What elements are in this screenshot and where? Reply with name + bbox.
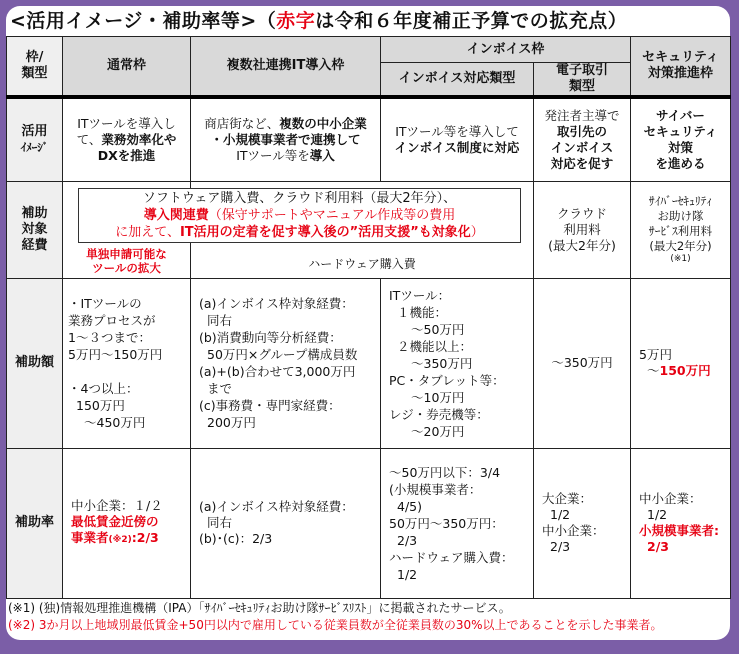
amount-ecommerce: ～350万円 [534,278,631,448]
amount-invoice: ITツール： １機能： ～50万円 ２機能以上： ～350万円 PC・タブレット等： ～10万円 レジ・券売機等： ～20万円 [381,278,534,448]
row-amount [7,278,731,448]
footnote-2: (※2) 3か月以上地域別最低賃金+50円以内で雇用している従業員数が全従業員数の30%以上であることを示した事業者。 [8,618,663,632]
common-expenses-box: ソフトウェア購入費、クラウド利用料（最大2年分）、 導入関連費（保守サポートやマニュアル作成等の費用 に加えて、IT活用の定着を促す導入後の”活用支援”も対象化） [78,188,521,243]
title-prefix: <活用イメージ・補助率等>（ [10,10,277,32]
row-header-amount: 補助額 [7,278,63,448]
expenses-hardware: ハードウェア購入費 [191,181,534,278]
corner-header: 枠/ 類型 [7,37,63,98]
usage-ecommerce: 発注者主導で 取引先の インボイス 対応を促す [534,97,631,181]
row-usage [7,97,731,181]
rate-invoice: ～50万円以下：3/4 (小規模事業者： 4/5) 50万円～350万円： 2/3 ハードウェア購入費： 1/2 [381,448,534,598]
title-red-word: 赤字 [276,10,316,32]
amount-normal: ・ITツールの 業務プロセスが 1～３つまで： 5万円～150万円 ・4つ以上： 150万円 ～450万円 [63,278,191,448]
rate-normal: 中小企業：１/２ 最低賃金近傍の 事業者(※2):2/3 [63,448,191,598]
amount-multi: (a)インボイス枠対象経費： 同右 (b)消費動向等分析経費： 50万円×グループ構成員数 (a)+(b)合わせて3,000万円 まで (c)事務費・専門家経費： 200万円 [191,278,381,448]
row-header-expenses: 補助 対象 経費 [7,181,63,278]
expenses-ecommerce: クラウド 利用料 (最大2年分) [534,181,631,278]
col-header-normal: 通常枠 [63,37,191,98]
usage-normal: ITツールを導入し て、業務効率化や DXを推進 [63,97,191,181]
expenses-security: ｻｲﾊﾞｰｾｷｭﾘﾃｨ お助け隊 ｻｰﾋﾞｽ利用料 (最大2年分) (※1) [631,181,731,278]
normal-expansion-note: 単独申請可能な ツールの拡大 [86,246,167,275]
page-title [10,6,627,36]
footnote-1: (※1) (独)情報処理推進機構（IPA）「ｻｲﾊﾞｰｾｷｭﾘﾃｨお助け隊ｻｰﾋﾞｽﾘｽﾄ」に掲載されたサービス。 [8,601,511,615]
row-rate [7,448,731,598]
col-header-multi: 複数社連携IT導入枠 [191,37,381,98]
col-header-ecommerce: 電子取引 類型 [534,63,631,98]
title-suffix: は令和６年度補正予算での拡充点） [315,10,628,32]
amount-security: 5万円 ～150万円 [631,278,731,448]
usage-security: サイバー セキュリティ 対策 を進める [631,97,731,181]
subsidy-table [6,36,731,599]
rate-ecommerce: 大企業： 1/2 中小企業： 2/3 [534,448,631,598]
usage-invoice: ITツール等を導入して インボイス制度に対応 [381,97,534,181]
row-header-rate: 補助率 [7,448,63,598]
col-header-security: セキュリティ 対策推進枠 [631,37,731,98]
footnotes [8,600,730,634]
rate-security: 中小企業： 1/2 小規模事業者: 2/3 [631,448,731,598]
col-header-invoice-type: インボイス対応類型 [381,63,534,98]
rate-multi: (a)インボイス枠対象経費： 同右 (b)･(c)：2/3 [191,448,381,598]
usage-multi: 商店街など、複数の中小企業 ・小規模事業者で連携して ITツール等を導入 [191,97,381,181]
header-row-1 [7,37,731,63]
col-header-invoice-group: インボイス枠 [381,37,631,63]
row-header-usage: 活用 ｲﾒｰｼﾞ [7,97,63,181]
